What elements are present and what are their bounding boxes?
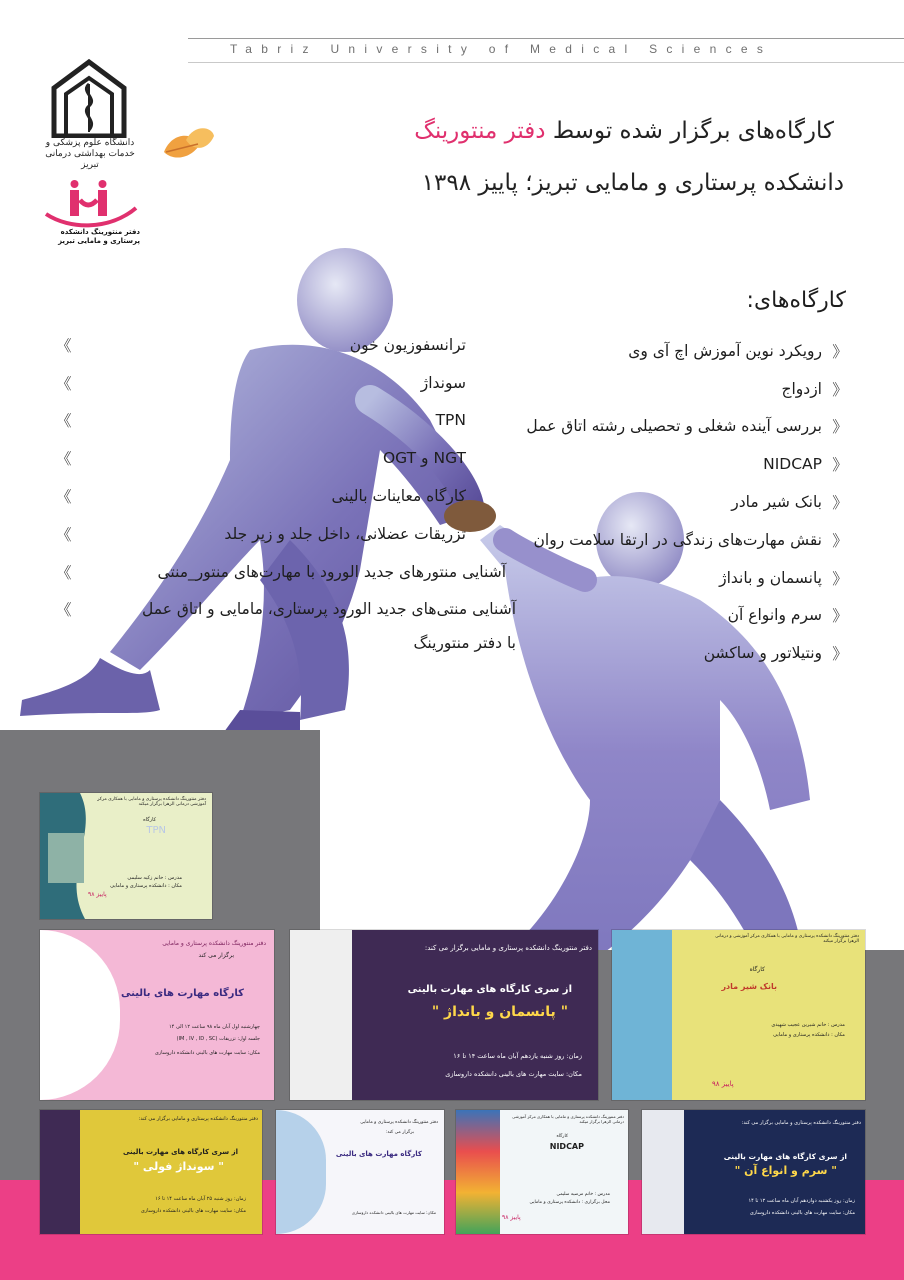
list-item: 《 NGT و OGT — [56, 449, 466, 469]
list-item: 《 ازدواج — [430, 370, 850, 408]
list-item: 《 بررسی آینده شغلی و تحصیلی رشته اتاق عمل — [430, 408, 850, 446]
chevron-left-icon: 《 — [832, 607, 848, 626]
list-item: 《 سرم وانواع آن — [430, 597, 850, 635]
list-item: 《 آشنایی منتورهای جدید الورود با مهارت‌های منتور_منتی — [56, 562, 506, 582]
list-item: 《 ونتیلاتور و ساکشن — [430, 634, 850, 672]
chevron-left-icon: 《 — [56, 488, 72, 507]
list-item: 《 تزریقات عضلانی، داخل جلد و زیر جلد — [56, 524, 466, 544]
list-item: 《 NIDCAP — [430, 445, 850, 483]
chevron-left-icon: 《 — [832, 342, 848, 361]
chevron-left-icon: 《 — [56, 563, 72, 582]
chevron-left-icon: 《 — [56, 412, 72, 431]
autumn-leaf-icon — [158, 122, 218, 168]
university-name: Tabriz University of Medical Sciences — [230, 42, 773, 56]
list-item: 《 کارگاه معاینات بالینی — [56, 487, 466, 507]
list-item-continuation: با دفتر منتورینگ — [413, 634, 516, 653]
poster-nidcap: دفتر منتورینگ دانشکده پرستاری و مامایی با همکاری مرکز آموزشی درمانی الزهرا برگزار میکند کارگاه NIDCAP مدرس : خانم مرضیه سلیمی محل برگزاری : دانشکده پرستاری و مامایی پاییز ۹۸ — [456, 1110, 628, 1234]
header-rule — [188, 38, 904, 39]
university-logo-caption: دانشگاه علوم پزشکی و خدمات بهداشتی درمانی تبریز — [45, 138, 135, 170]
page-title-highlight: دفتر منتورینگ — [414, 118, 546, 144]
chevron-left-icon: 《 — [56, 525, 72, 544]
mentoring-office-logo — [40, 180, 140, 245]
list-item: 《 پانسمان و بانداژ — [430, 559, 850, 597]
chevron-left-icon: 《 — [56, 374, 72, 393]
list-item: 《 آشنایی منتی‌های جدید الورود پرستاری، مامایی و اتاق عمل — [56, 600, 516, 620]
poster-clinical-skills: دفتر منتورینگ دانشکده پرستاری و مامایی برگزار می کند کارگاه مهارت های بالینی چهارشنبه اول آبان ماه ۹۸ ساعت ۱۲ الی ۱۴ جلسه اول: تزریقات (IM , IV , ID , SC) مکان: سایت مهارت های بالینی دانشکده داروسازی — [40, 930, 274, 1100]
workshops-list-left — [56, 326, 516, 658]
poster-tpn: دفتر منتورینگ دانشکده پرستاری و مامایی با همکاری مرکز آموزشی درمانی الزهرا برگزار میکند کارگاه TPN مدرس : خانم زکیه سلیمی مکان : دانشکده پرستاری و مامایی پاییز ۹۸ — [40, 793, 212, 919]
list-item: 《 سونداژ — [56, 373, 466, 393]
poster-clinical-skills-2: دفتر منتورینگ دانشکده پرستاری و مامایی برگزار می کند: کارگاه مهارت های بالینی مکان: سایت مهارت های بالینی دانشکده داروسازی — [276, 1110, 444, 1234]
chevron-left-icon: 《 — [832, 531, 848, 550]
chevron-left-icon: 《 — [832, 645, 848, 664]
chevron-left-icon: 《 — [832, 418, 848, 437]
poster-foley: دفتر منتورینگ دانشکده پرستاری و مامایی برگزار می کند: از سری کارگاه های مهارت بالینی " سونداژ فولی " زمان: روز شنبه ۲۵ آبان ماه ساعت ۱۴ تا ۱۶ مکان: سایت مهارت های بالینی دانشکده داروسازی — [40, 1110, 262, 1234]
page-subtitle: دانشکده پرستاری و مامایی تبریز؛ پاییز ۱۳۹۸ — [421, 170, 844, 196]
list-item: 《 ترانسفوزیون خون — [56, 335, 466, 355]
list-item: 《 نقش مهارت‌های زندگی در ارتقا سلامت روان — [430, 521, 850, 559]
mentoring-office-caption: دفتر منتورینگ دانشکده پرستاری و مامایی تبریز — [58, 228, 140, 245]
list-item: 《 بانک شیر مادر — [430, 483, 850, 521]
poster-serum: دفتر منتورینگ دانشکده پرستاری و مامایی برگزار می کند: از سری کارگاه های مهارت بالینی " سرم و انواع آن " زمان: روز یکشنبه دوازدهم آبان ماه ساعت ۱۲ تا ۱۴ مکان: سایت مهارت های بالینی دانشکده داروسازی — [642, 1110, 865, 1234]
university-logo — [45, 58, 135, 170]
chevron-left-icon: 《 — [56, 336, 72, 355]
poster-bandage: دفتر منتورینگ دانشکده پرستاری و مامایی برگزار می کند: از سری کارگاه های مهارت بالینی " پانسمان و بانداژ " زمان: روز شنبه یازدهم آبان ماه ساعت ۱۴ تا ۱۶ مکان: سایت مهارت های بالینی دانشکده داروسازی — [290, 930, 598, 1100]
header-rule-bottom — [188, 62, 904, 63]
list-item: 《 رویکرد نوین آموزش اچ آی وی — [430, 332, 850, 370]
chevron-left-icon: 《 — [56, 450, 72, 469]
chevron-left-icon: 《 — [56, 601, 72, 620]
page-title: کارگاه‌های برگزار شده توسط دفتر منتورینگ — [414, 118, 834, 144]
workshops-heading: کارگاه‌های: — [746, 288, 846, 313]
list-item: 《 TPN — [56, 411, 466, 431]
chevron-left-icon: 《 — [832, 494, 848, 513]
chevron-left-icon: 《 — [832, 456, 848, 475]
poster-milk-bank: دفتر منتورینگ دانشکده پرستاری و مامایی با همکاری مرکز آموزشی و درمانی الزهرا برگزار میکند کارگاه بانک شیر مادر مدرس : خانم شیرین عجیب شهیدی مکان : دانشکده پرستاری و مامایی پاییز ۹۸ — [612, 930, 865, 1100]
chevron-left-icon: 《 — [832, 569, 848, 588]
chevron-left-icon: 《 — [832, 380, 848, 399]
